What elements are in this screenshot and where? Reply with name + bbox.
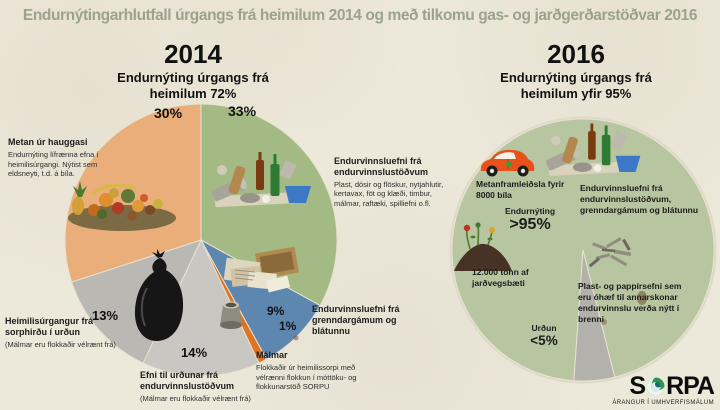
logo-text-rpa: RPA [666, 372, 714, 400]
pct-label-heimilis-13: 13% [92, 308, 119, 323]
right-subtitle: Endurnýting úrgangs frá heimilum yfir 95% [500, 70, 652, 101]
logo-tagline: ÁRANGUR Í UMHVERFISMÁLUM [612, 400, 714, 406]
logo-text-s: S [629, 372, 646, 400]
annotation-body: (Málmar eru flokkaðir vélrænt frá) [140, 393, 251, 403]
endurnyting-value: >95% [509, 216, 551, 234]
annotation-title: Efni til urðunar frá endurvinnslustöðvum [140, 370, 235, 391]
sorpa-logo [612, 374, 714, 406]
annotation-efni-til-urdunar [140, 370, 268, 403]
annotation-metan-ur-hauggasi [8, 137, 116, 179]
annotation-endurvinnslustodvar [334, 156, 456, 209]
urdun-label: Urðun [531, 323, 557, 333]
urdun-value-block [516, 323, 572, 349]
annotation-metanframleidsla: Metanframleiðsla fyrir 8000 bíla [476, 179, 565, 201]
pct-label-grennd-9: 9% [267, 304, 285, 318]
annotation-plast-pappir: Plast- og pappírsefni sem eru óhæf til annarskonar endurvinnslu verða nýtt í brenni [578, 281, 682, 325]
left-subtitle: Endurnýting úrgangs frá heimilum 72% [117, 70, 269, 101]
pct-label-malmar-1: 1% [279, 319, 297, 333]
annotation-body: Flokkaðir úr heimilissorpi með vélrænni flokkun í móttöku- og flokkunarstöð SORPU [256, 362, 357, 392]
endurnyting-label: Endurnýting [504, 206, 556, 216]
pct-label-efni-14: 14% [181, 345, 208, 360]
annotation-title: Endurvinnsluefni frá grenndargámum og blátunnu [312, 304, 400, 336]
right-year-heading: 2016 [547, 39, 605, 69]
metal-can-image [220, 302, 242, 330]
left-year-heading: 2014 [164, 39, 222, 69]
pct-label-endurvinnsla-33: 33% [228, 103, 257, 119]
annotation-grenndargamar [312, 304, 424, 338]
annotation-body: Endurnýting lífrænna efna í heimilisúrgangi. Nýtist sem eldsneyti, t.d. á bíla. [8, 149, 99, 179]
sorpa-logo-wordmark [612, 374, 714, 399]
annotation-title: Málmar [256, 350, 288, 360]
page-title: Endurnýtingarhlutfall úrgangs frá heimilum 2014 og með tilkomu gas- og jarðgerðarstöðvar 2016 [22, 7, 698, 24]
annotation-body: Plast, dósir og flöskur, nytjahlutir, kertavax, föt og klæði, timbur, málmar, raftæki, spilliefni o.fl. [334, 179, 444, 209]
annotation-heimilisurgangur [5, 316, 117, 349]
annotation-endurvinnsluefni-2016: Endurvinnsluefni frá endurvinnslustöðvum, grenndargámum og blátunnu [580, 183, 699, 216]
pct-label-metan-30: 30% [154, 105, 183, 121]
annotation-title: Heimilisúrgangur frá sorphirðu í urðun [5, 316, 94, 337]
endurnyting-value-block [494, 206, 566, 235]
annotation-body: (Málmar eru flokkaðir vélrænt frá) [5, 339, 116, 349]
urdun-value: <5% [530, 333, 558, 349]
sorpa-swirl-icon [646, 377, 665, 396]
annotation-jardvegsbaeti: 12.000 tonn af jarðvegsbæti [472, 267, 529, 289]
annotation-malmar [256, 350, 386, 392]
annotation-title: Endurvinnsluefni frá endurvinnslustöðvum [334, 156, 429, 177]
annotation-title: Metan úr hauggasi [8, 137, 88, 147]
